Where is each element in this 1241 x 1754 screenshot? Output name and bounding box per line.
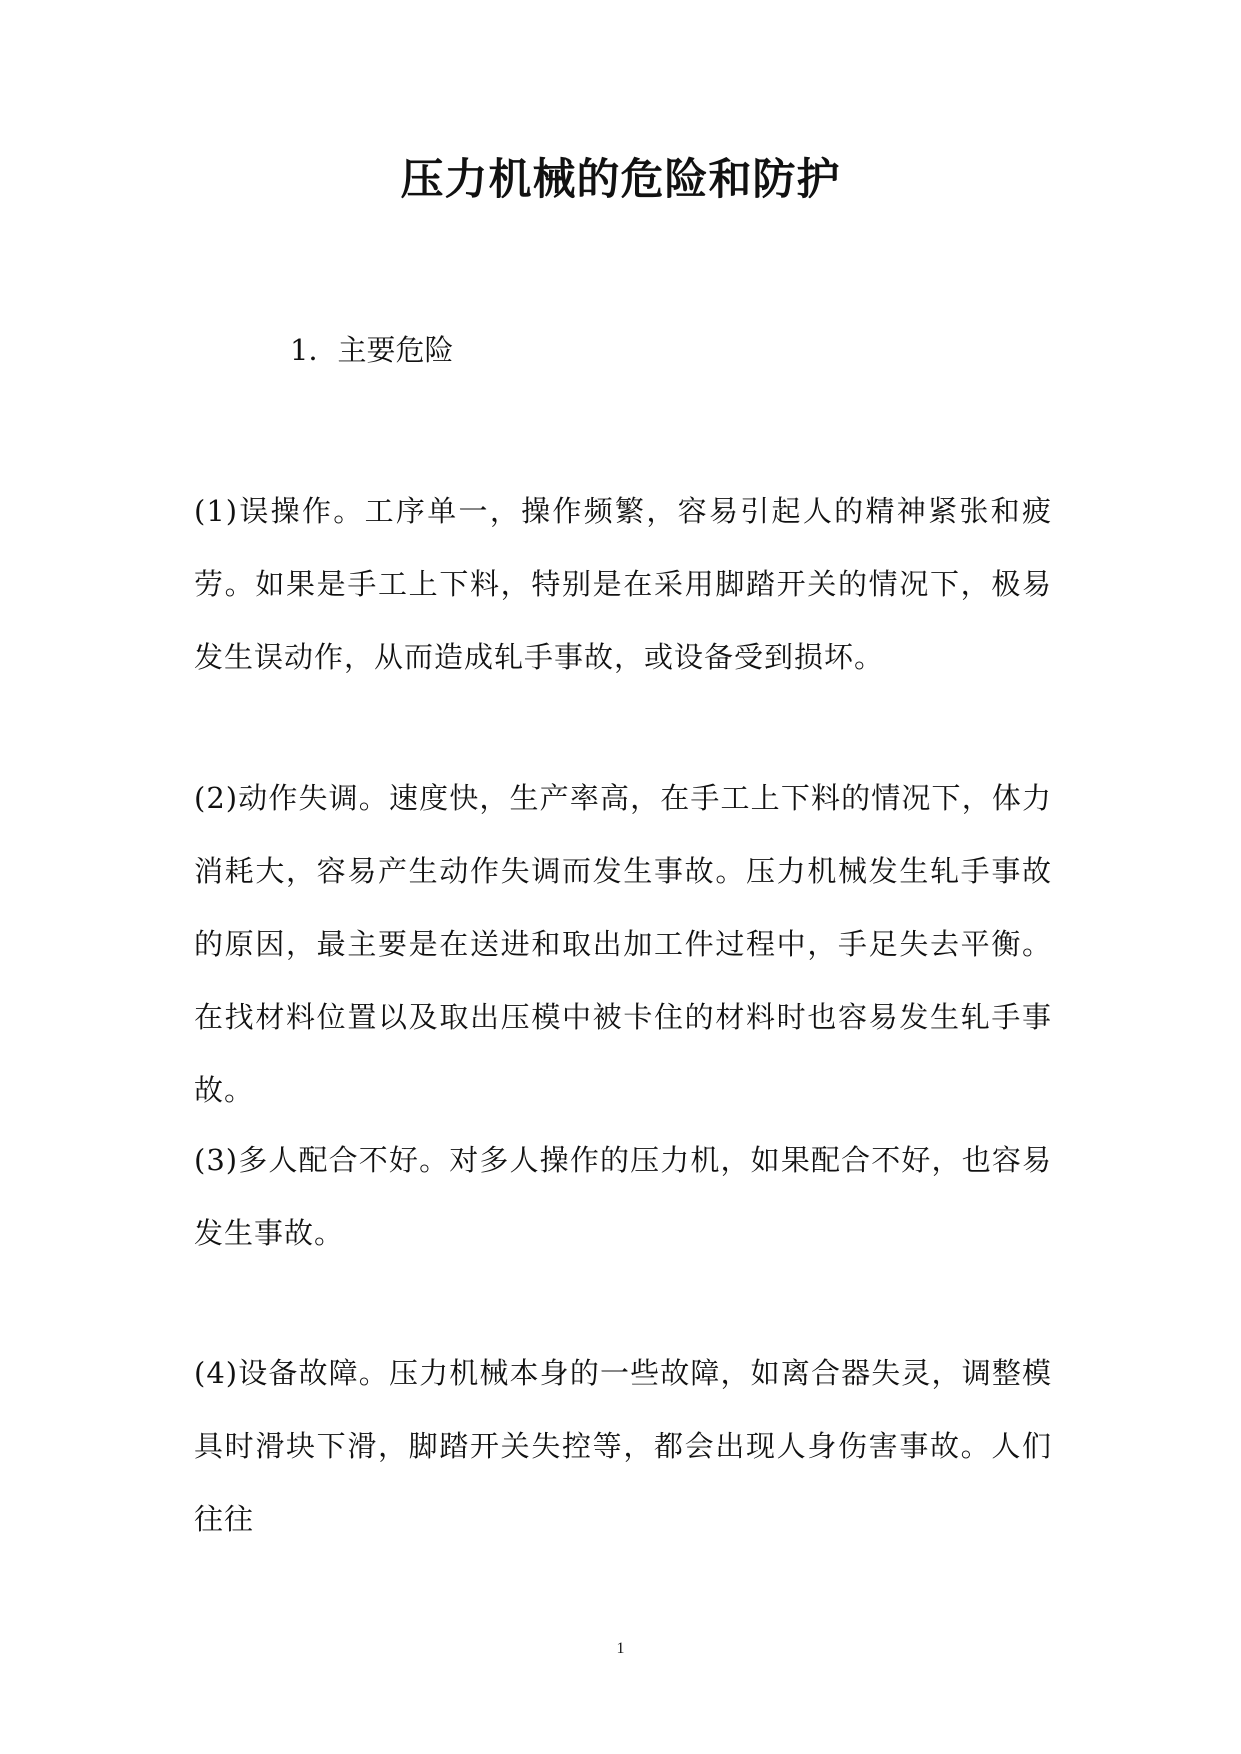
document-title: 压力机械的危险和防护 <box>400 155 841 205</box>
paragraph-coordination-loss: (2)动作失调。速度快，生产率高，在手工上下料的情况下，体力消耗大，容易产生动作失调而发生事故。压力机械发生轧手事故的原因，最主要是在送进和取出加工件过程中，手足失去平衡。在找材料位置以及取出压模中被卡住的材料时也容易发生轧手事故。 <box>194 781 1052 1107</box>
section-heading: 1．主要危险 <box>290 333 454 367</box>
paragraph-misoperation: (1)误操作。工序单一，操作频繁，容易引起人的精神紧张和疲劳。如果是手工上下料，特别是在采用脚踏开关的情况下，极易发生误动作，从而造成轧手事故，或设备受到损坏。 <box>194 494 1052 674</box>
paragraph-poor-teamwork: (3)多人配合不好。对多人操作的压力机，如果配合不好，也容易发生事故。 <box>194 1143 1052 1250</box>
paragraph-equipment-failure: (4)设备故障。压力机械本身的一些故障，如离合器失灵，调整模具时滑块下滑，脚踏开关失控等，都会出现人身伤害事故。人们往往 <box>194 1356 1052 1536</box>
page-number: 1 <box>616 1640 625 1657</box>
